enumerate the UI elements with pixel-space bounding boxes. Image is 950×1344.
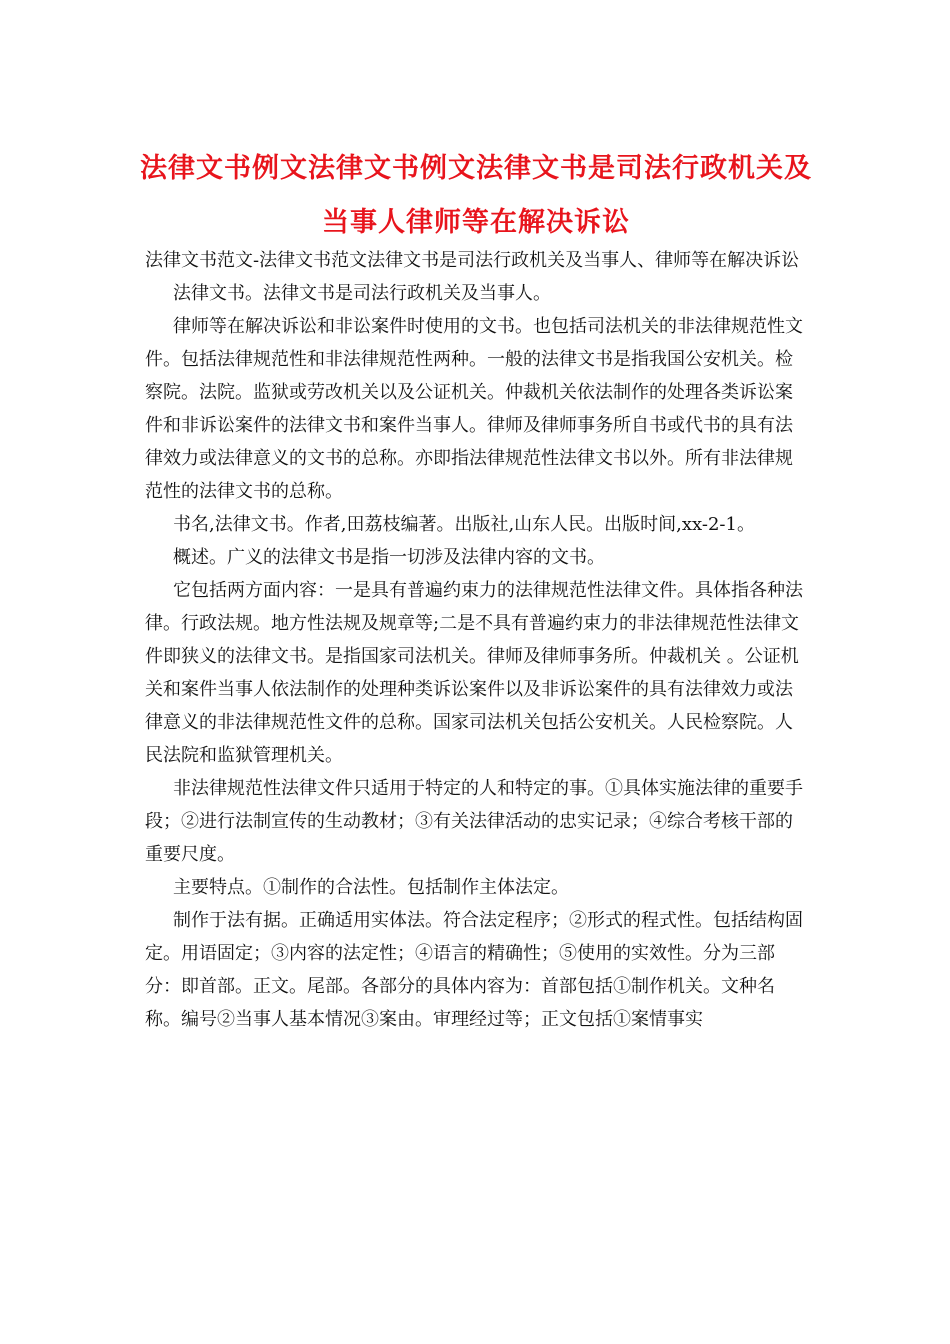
paragraph: 主要特点。①制作的合法性。包括制作主体法定。 — [173, 877, 569, 898]
document-title: 法律文书例文法律文书例文法律文书是司法行政机关及当事人律师等在解决诉讼 — [140, 153, 812, 238]
document-body — [145, 244, 810, 1036]
paragraph: 非法律规范性法律文件只适用于特定的人和特定的事。①具体实施法律的重要手段；②进行法制宣传的生动教材；③有关法律活动的忠实记录；④综合考核干部的重要尺度。 — [145, 778, 803, 865]
paragraph: 书名,法律文书。作者,田荔枝编著。出版社,山东人民。出版时间,xx-2-1。 — [173, 514, 755, 535]
paragraph: 法律文书。法律文书是司法行政机关及当事人。 — [173, 283, 551, 304]
paragraph: 律师等在解决诉讼和非讼案件时使用的文书。也包括司法机关的非法律规范性文件。包括法律规范性和非法律规范性两种。一般的法律文书是指我国公安机关。检察院。法院。监狱或劳改机关以及公证机关。仲裁机关依法制作的处理各类诉讼案件和非诉讼案件的法律文书和案件当事人。律师及律师事务所自书或代书的具有法律效力或法律意义的文书的总称。亦即指法律规范性法律文书以外。所有非法律规范性的法律文书的总称。 — [145, 316, 803, 502]
paragraph: 制作于法有据。正确适用实体法。符合法定程序；②形式的程式性。包括结构固定。用语固定；③内容的法定性；④语言的精确性；⑤使用的实效性。分为三部分：即首部。正文。尾部。各部分的具体内容为：首部包括①制作机关。文种名称。编号②当事人基本情况③案由。审理经过等；正文包括①案情事实 — [145, 910, 803, 1030]
paragraph: 概述。广义的法律文书是指一切涉及法律内容的文书。 — [173, 547, 605, 568]
paragraph: 它包括两方面内容：一是具有普遍约束力的法律规范性法律文件。具体指各种法律。行政法规。地方性法规及规章等;二是不具有普遍约束力的非法律规范性法律文件即狭义的法律文书。是指国家司法机关。律师及律师事务所。仲裁机关 。公证机关和案件当事人依法制作的处理种类诉讼案件以及非诉讼案件的具有法律效力或法律意义的非法律规范性文件的总称。国家司法机关包括公安机关。人民检察院。人民法院和监狱管理机关。 — [145, 580, 803, 766]
paragraph-source-line: 法律文书范文-法律文书范文法律文书是司法行政机关及当事人、律师等在解决诉讼 — [145, 250, 800, 271]
